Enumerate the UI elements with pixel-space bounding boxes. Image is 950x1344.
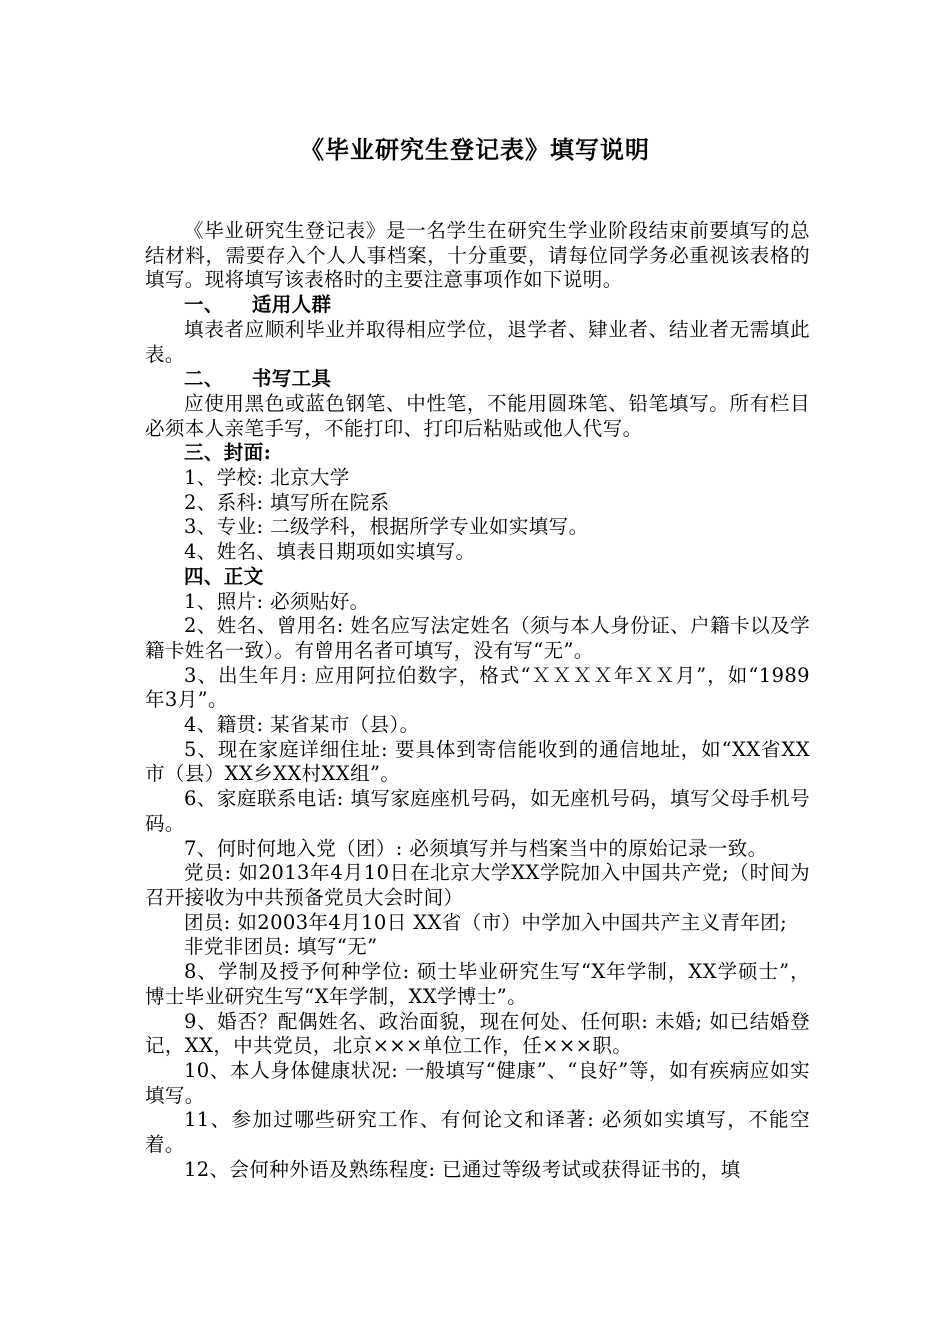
body-item: 3、出生年月: 应用阿拉伯数字，格式“ＸＸＸＸ年ＸＸ月”，如“1989年3月”。 [145,663,810,712]
body-item: 9、婚否？配偶姓名、政治面貌，现在何处、任何职: 未婚; 如已结婚登记，XX，中共党员，北京×××单位工作，任×××职。 [145,1009,810,1058]
body-item: 10、本人身体健康状况: 一般填写“健康”、“良好”等，如有疾病应如实填写。 [145,1058,810,1107]
section-heading-4: 四、正文 [184,564,264,588]
body-item: 党员: 如2013年4月10日在北京大学XX学院加入中国共产党;（时间为召开接收为中共预备党员大会时间） [145,861,810,909]
body-item: 非党非团员: 填写“无” [184,935,378,959]
section-number-2: 二、 [184,367,224,391]
cover-item: 2、系科: 填写所在院系 [184,490,390,514]
document-body [145,219,810,1182]
body-item: 4、籍贯: 某省某市（县）。 [184,713,420,737]
body-item: 8、学制及授予何种学位: 硕士毕业研究生写“X年学制，XX学硕士”，博士毕业研究生写“X年学制，XX学博士”。 [145,960,810,1008]
section-text-2: 应使用黑色或蓝色钢笔、中性笔，不能用圆珠笔、铅笔填写。所有栏目必须本人亲笔手写，不能打印、打印后粘贴或他人代写。 [145,391,810,440]
section-heading-2 [145,367,810,392]
body-item: 5、现在家庭详细住址: 要具体到寄信能收到的通信地址，如“XX省XX市（县）XX乡XX村XX组”。 [145,737,810,786]
section-title-1: 适用人群 [251,293,332,317]
body-item: 团员: 如2003年4月10日 XX省（市）中学加入中国共产主义青年团; [184,910,788,934]
section-text-1: 填表者应顺利毕业并取得相应学位，退学者、肄业者、结业者无需填此表。 [145,317,810,366]
cover-item: 3、专业: 二级学科，根据所学专业如实填写。 [184,515,589,539]
section-title-2: 书写工具 [251,367,332,391]
section-heading-1 [145,293,810,318]
section-heading-3: 三、封面: [184,441,272,465]
body-item: 7、何时何地入党（团）: 必须填写并与档案当中的原始记录一致。 [184,836,768,860]
body-item: 1、照片: 必须贴好。 [184,589,370,613]
body-item: 12、会何种外语及熟练程度: 已通过等级考试或获得证书的，填 [184,1157,741,1181]
section-number-1: 一、 [184,293,224,317]
cover-item: 1、学校: 北京大学 [184,466,350,490]
body-item: 11、参加过哪些研究工作、有何论文和译著: 必须如实填写，不能空着。 [145,1108,810,1157]
document-title: 《毕业研究生登记表》填写说明 [300,135,650,164]
body-item: 6、家庭联系电话: 填写家庭座机号码，如无座机号码，填写父母手机号码。 [145,787,810,835]
intro-paragraph: 《毕业研究生登记表》是一名学生在研究生学业阶段结束前要填写的总结材料，需要存入个人人事档案，十分重要，请每位同学务必重视该表格的填写。现将填写该表格时的主要注意事项作如下说明。 [145,219,810,292]
cover-item: 4、姓名、填表日期项如实填写。 [184,540,476,564]
body-item: 2、姓名、曾用名: 姓名应写法定姓名（须与本人身份证、户籍卡以及学籍卡姓名一致）。有曾用名者可填写，没有写“无”。 [145,614,810,662]
